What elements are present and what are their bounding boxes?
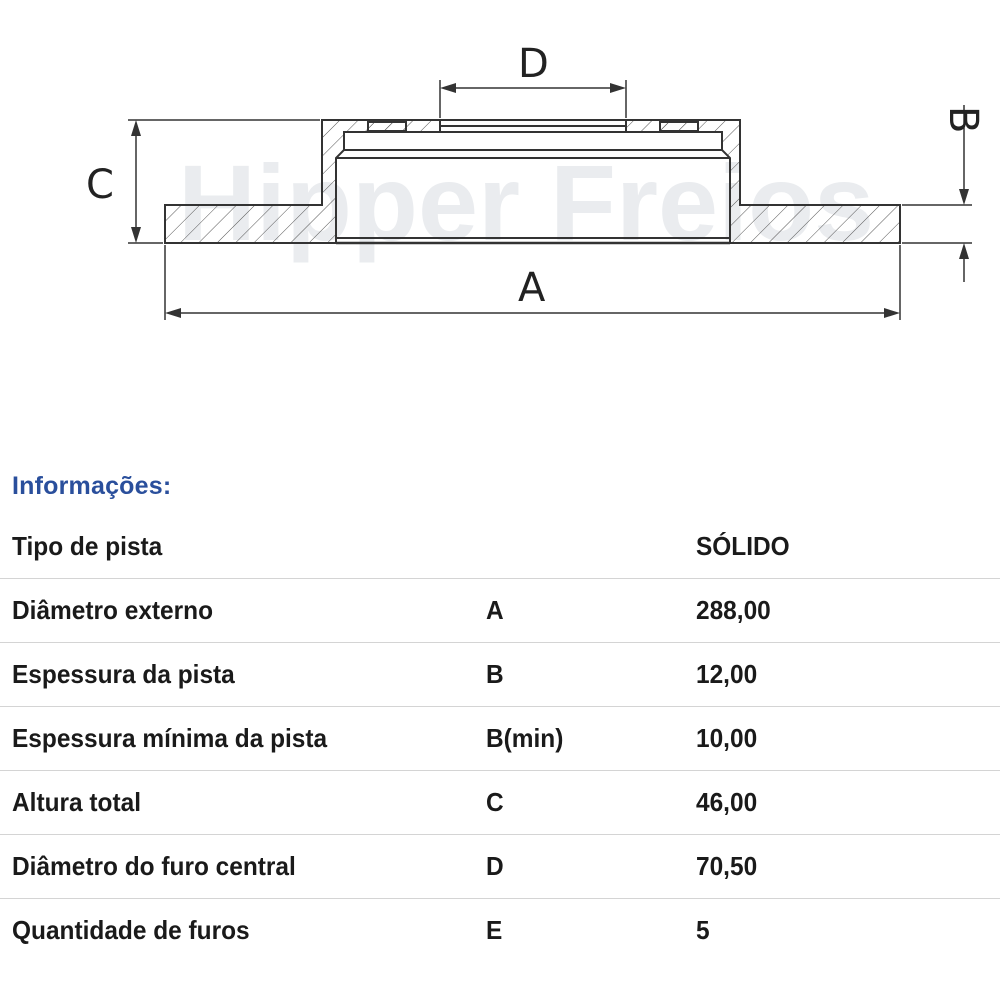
spec-table [0,515,1000,963]
spec-row-tipo-de-pista [0,515,1000,579]
spec-value: 12,00 [696,659,758,689]
spec-code: B(min) [486,723,564,753]
spec-row-quantidade-de-furos [0,899,1000,963]
dimension-label-a: A [518,265,546,311]
spec-row-diametro-externo [0,579,1000,643]
spec-label: Diâmetro externo [12,595,214,625]
spec-row-altura-total [0,771,1000,835]
spec-code: C [486,787,504,817]
brake-disc-cross-section-diagram [0,0,1000,340]
dimension-label-b: B [940,106,986,134]
spec-label: Tipo de pista [12,531,163,561]
spec-value: 46,00 [696,787,758,817]
spec-label: Altura total [12,787,142,817]
watermark-text: Hipper Freios [178,142,875,263]
spec-label: Espessura da pista [12,659,235,689]
dimension-label-d: D [518,41,549,87]
spec-row-espessura-da-pista [0,643,1000,707]
spec-value: 288,00 [696,595,771,625]
spec-value: SÓLIDO [696,531,790,561]
spec-row-diametro-furo-central [0,835,1000,899]
spec-code: B [486,659,504,689]
spec-value: 10,00 [696,723,758,753]
spec-value: 70,50 [696,851,758,881]
spec-value: 5 [696,915,710,945]
spec-label: Espessura mínima da pista [12,723,328,753]
spec-code: D [486,851,504,881]
spec-code: A [486,595,504,625]
spec-label: Diâmetro do furo central [12,851,296,881]
spec-label: Quantidade de furos [12,915,250,945]
dimension-label-c: C [86,162,114,208]
spec-row-espessura-minima [0,707,1000,771]
info-heading: Informações: [12,472,172,500]
spec-code: E [486,915,503,945]
